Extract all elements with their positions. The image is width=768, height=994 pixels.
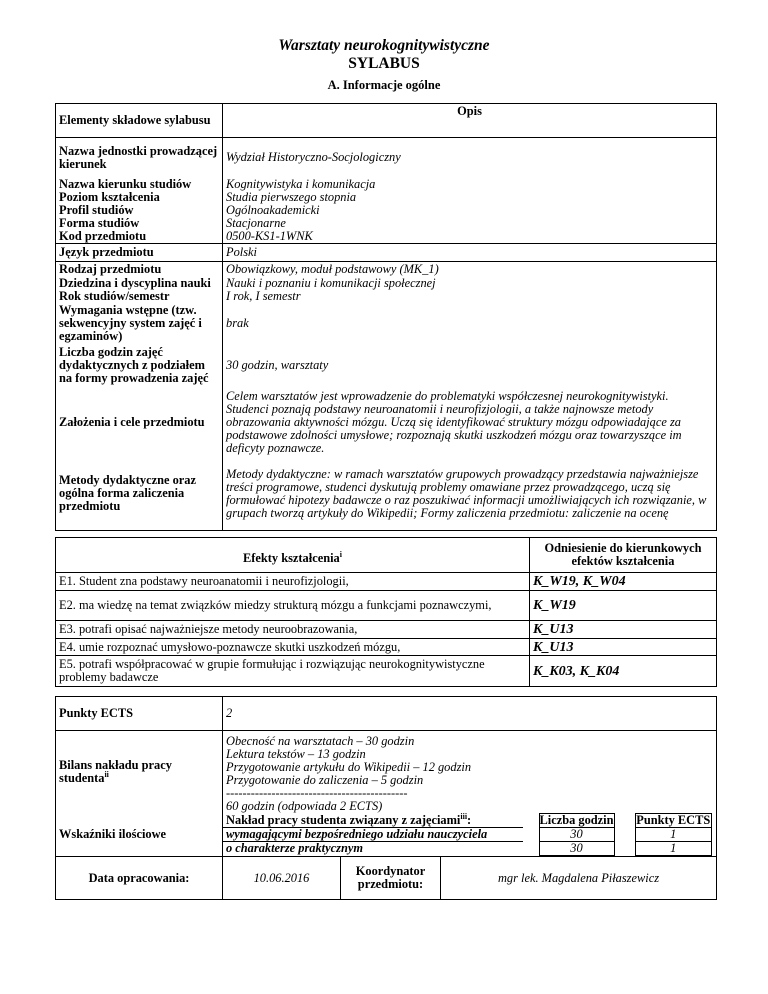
ects-points-label: Punkty ECTS: [56, 697, 223, 731]
row-value: Stacjonarne: [223, 217, 717, 230]
col-header-description: Opis: [223, 104, 717, 138]
row-value: Wydział Historyczno-Socjologiczny: [223, 138, 717, 178]
indicators-description: Nakład pracy studenta związany z zajęciami$^{iii}$: wymagającymi bezpośredniego udziału nauczyciela o charakterze praktycznym: [223, 813, 523, 857]
row-label: Forma studiów: [56, 217, 223, 230]
row-value: Celem warsztatów jest wprowadzenie do problematyki współczesnej neurokognitywistyki. Studenci poznają podstawy neuroanatomii i neurofizjologii, a także najnowsze metody obrazowania aktywności mózgu. Uczą się identyfikować struktury mózgu odpowiadające za podstawowe zdolności umysłowe; rozpoznają skutki uszkodzeń mózgu oraz towarzyszące im deficyty poznawcze.: [223, 386, 717, 458]
row-value: I rok, I semestr: [223, 290, 717, 303]
outcome-text: E4. umie rozpoznać umysłowo-poznawcze skutki uszkodzeń mózgu,: [56, 639, 530, 656]
ects-points-value: 2: [223, 697, 717, 731]
row-value: Studia pierwszego stopnia: [223, 191, 717, 204]
date-label: Data opracowania:: [56, 857, 223, 900]
row-label: Wymagania wstępne (tzw. sekwencyjny system zajęć i egzaminów): [56, 303, 223, 344]
outcome-text: E3. potrafi opisać najważniejsze metody neuroobrazowania,: [56, 621, 530, 639]
row-value: 30 godzin, warsztaty: [223, 344, 717, 386]
row-label: Nazwa kierunku studiów: [56, 178, 223, 191]
col-header-reference: Odniesienie do kierunkowych efektów kształcenia: [530, 538, 717, 573]
row-label: Profil studiów: [56, 204, 223, 217]
outcome-code: K_W19: [530, 591, 717, 621]
document-subtitle: SYLABUS: [348, 55, 420, 72]
row-value: Kognitywistyka i komunikacja: [223, 178, 717, 191]
balance-line: Przygotowanie artykułu do Wikipedii – 12 godzin: [226, 760, 472, 774]
row-label: Język przedmiotu: [56, 243, 223, 261]
row-label: Poziom kształcenia: [56, 191, 223, 204]
balance-line: --------------------------------------------: [226, 786, 408, 800]
col-header-elements: Elementy składowe sylabusu: [56, 104, 223, 138]
row-value: Obowiązkowy, moduł podstawowy (MK_1): [223, 261, 717, 277]
outcome-code: K_U13: [530, 639, 717, 656]
row-label: Rok studiów/semestr: [56, 290, 223, 303]
ects-table: [55, 696, 717, 857]
row-label: Metody dydaktyczne oraz ogólna forma zaliczenia przedmiotu: [56, 458, 223, 530]
indicators-label: Wskaźniki ilościowe: [56, 813, 223, 857]
outcome-code: K_W19, K_W04: [530, 573, 717, 591]
coordinator-label: Koordynator przedmiotu:: [341, 857, 441, 900]
row-label: Liczba godzin zajęć dydaktycznych z podziałem na formy prowadzenia zajęć: [56, 344, 223, 386]
row-label: Założenia i cele przedmiotu: [56, 386, 223, 458]
outcome-text: E1. Student zna podstawy neuroanatomii i neurofizjologii,: [56, 573, 530, 591]
row-value: Ogólnoakademicki: [223, 204, 717, 217]
row-value: Polski: [223, 243, 717, 261]
row-value: Nauki i poznaniu i komunikacji społecznej: [223, 277, 717, 290]
outcome-code: K_U13: [530, 621, 717, 639]
balance-line: Przygotowanie do zaliczenia – 5 godzin: [226, 773, 424, 787]
general-info-table: [55, 103, 717, 531]
col-header-outcomes: Efekty kształcenia$^i$: [56, 538, 530, 573]
outcome-code: K_K03, K_K04: [530, 656, 717, 687]
row-value: brak: [223, 303, 717, 344]
row-value: 0500-KS1-1WNK: [223, 230, 717, 244]
balance-line: Lektura tekstów – 13 godzin: [226, 747, 366, 761]
outcome-text: E5. potrafi współpracować w grupie formułując i rozwiązując neurokognitywistyczne problemy badawcze: [56, 656, 530, 687]
ects-column: Punkty ECTS 1 1: [623, 813, 717, 857]
balance-breakdown: [223, 731, 717, 814]
balance-line: Obecność na warsztatach – 30 godzin: [226, 734, 415, 748]
row-value: Metody dydaktyczne: w ramach warsztatów grupowych prowadzący przedstawia najważniejsze treści programowe, studenci dyskutują problemy omawiane przez prowadzącego, uczą się formułować hipotezy badawcze o raz poszukiwać informacji umożliwiających ich rozwiązanie, w grupach tworzą artykuły do Wikipedii; Formy zaliczenia przedmiotu: zaliczenie na ocenę: [223, 458, 717, 530]
coordinator-value: mgr lek. Magdalena Piłaszewicz: [441, 857, 717, 900]
footer-table: [55, 856, 717, 900]
hours-column: Liczba godzin 30 30: [523, 813, 623, 857]
row-label: Rodzaj przedmiotu: [56, 261, 223, 277]
document-title: Warsztaty neurokognitywistyczne: [278, 37, 490, 54]
row-label: Nazwa jednostki prowadzącej kierunek: [56, 138, 223, 178]
date-value: 10.06.2016: [223, 857, 341, 900]
learning-outcomes-table: [55, 537, 717, 687]
balance-line: 60 godzin (odpowiada 2 ECTS): [226, 799, 383, 813]
balance-label: Bilans nakładu pracy studenta$^{ii}$: [56, 731, 223, 814]
section-heading: A. Informacje ogólne: [327, 78, 441, 92]
outcome-text: E2. ma wiedzę na temat związków miedzy strukturą mózgu a funkcjami poznawczymi,: [56, 591, 530, 621]
row-label: Dziedzina i dyscyplina nauki: [56, 277, 223, 290]
row-label: Kod przedmiotu: [56, 230, 223, 244]
